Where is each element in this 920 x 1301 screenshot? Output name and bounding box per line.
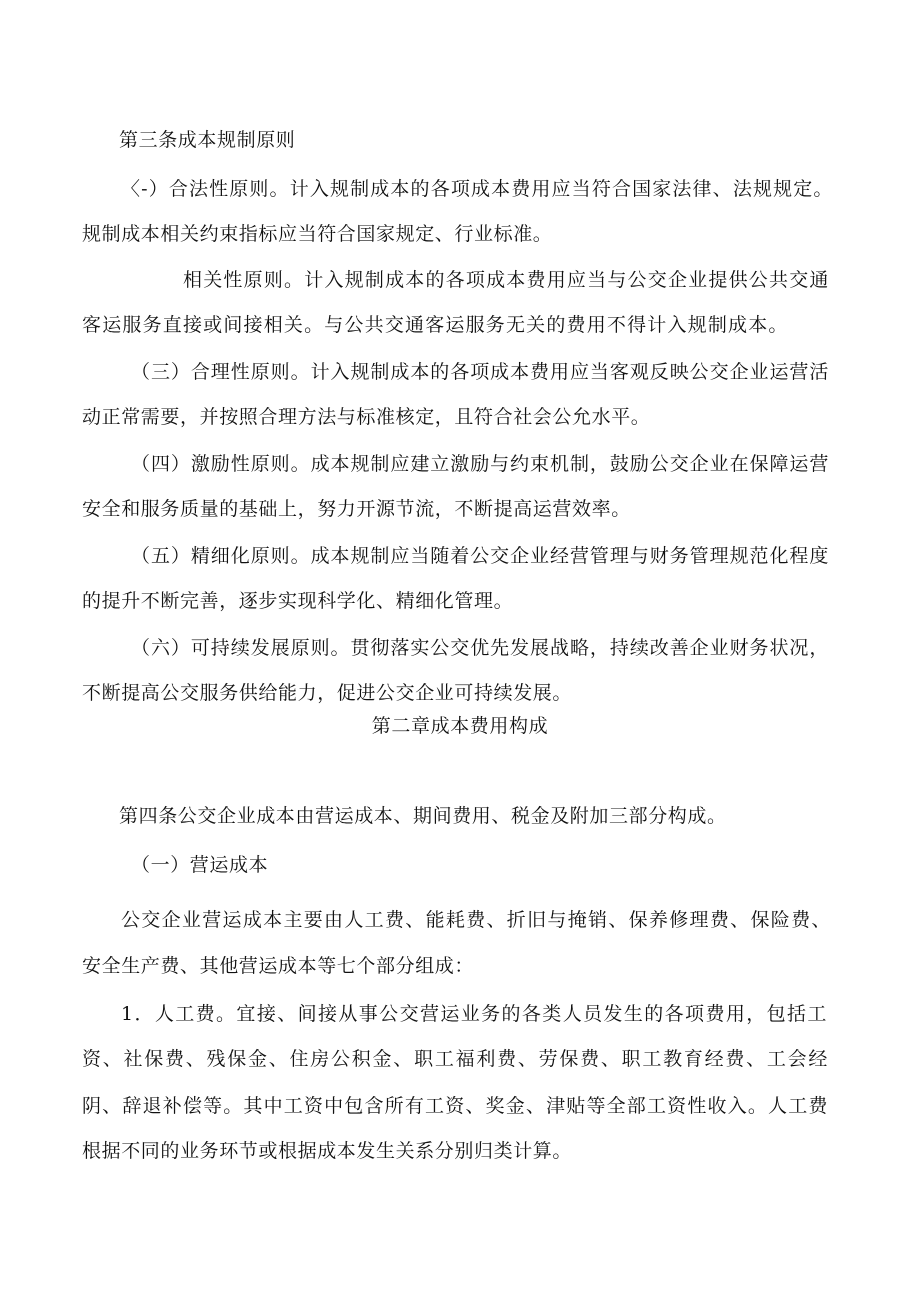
article3-p6-line2: 不断提高公交服务供给能力，促进公交企业可持续发展。 [82,682,573,704]
article4-p1-line2: 安全生产费、其他营运成本等七个部分组成： [82,955,475,977]
article4-item1-line1: 1．人工费。宜接、间接从事公交营运业务的各类人员发生的各项费用，包括工 [121,1003,827,1025]
article4-item1-line4: 根据不同的业务环节或根据成本发生关系分别归类计算。 [82,1140,573,1162]
article4-item1-line2: 资、社保费、残保金、住房公积金、职工福利费、劳保费、职工教育经费、工会经 [82,1048,828,1070]
article3-p6-line1: （六）可持续发展原则。贯彻落实公交优先发展战略，持续改善企业财务状况， [131,637,829,659]
article4-subsection-1: （一）营运成本 [131,854,269,876]
article3-p2-line1: 相关性原则。计入规制成本的各项成本费用应当与公交企业提供公共交通 [183,269,829,291]
article3-p5-line1: （五）精细化原则。成本规制应当随着公交企业经营管理与财务管理规范化程度 [131,545,829,567]
article3-p3-line2: 动正常需要，并按照合理方法与标准核定，且符合社会公允水平。 [82,406,651,428]
article3-p4-line1: （四）激励性原则。成本规制应建立激励与约束机制，鼓励公交企业在保障运营 [131,453,829,475]
article3-p1-line2: 规制成本相关约束指标应当符合国家规定、行业标准。 [82,223,553,245]
article3-p1-line1: 〈-）合法性原则。计入规制成本的各项成本费用应当符合国家法律、法规规定。 [121,178,833,200]
article4-item1-line3: 阴、辞退补偿等。其中工资中包含所有工资、奖金、津贴等全部工资性收入。人工费 [82,1095,828,1117]
article3-p5-line2: 的提升不断完善，逐步实现科学化、精细化管理。 [82,590,514,612]
article3-p3-line1: （三）合理性原则。计入规制成本的各项成本费用应当客观反映公交企业运营活 [131,361,829,383]
article3-title: 第三条成本规制原则 [119,129,296,151]
article3-p2-line2: 客运服务直接或间接相关。与公共交通客运服务无关的费用不得计入规制成本。 [82,314,788,336]
article4-title: 第四条公交企业成本由营运成本、期间费用、税金及附加三部分构成。 [119,805,727,827]
article4-p1-line1: 公交企业营运成本主要由人工费、能耗费、折旧与掩销、保养修理费、保险费、 [121,909,831,931]
chapter2-title: 第二章成本费用构成 [371,715,549,737]
article3-p4-line2: 安全和服务质量的基础上，努力开源节流，不断提高运营效率。 [82,498,631,520]
